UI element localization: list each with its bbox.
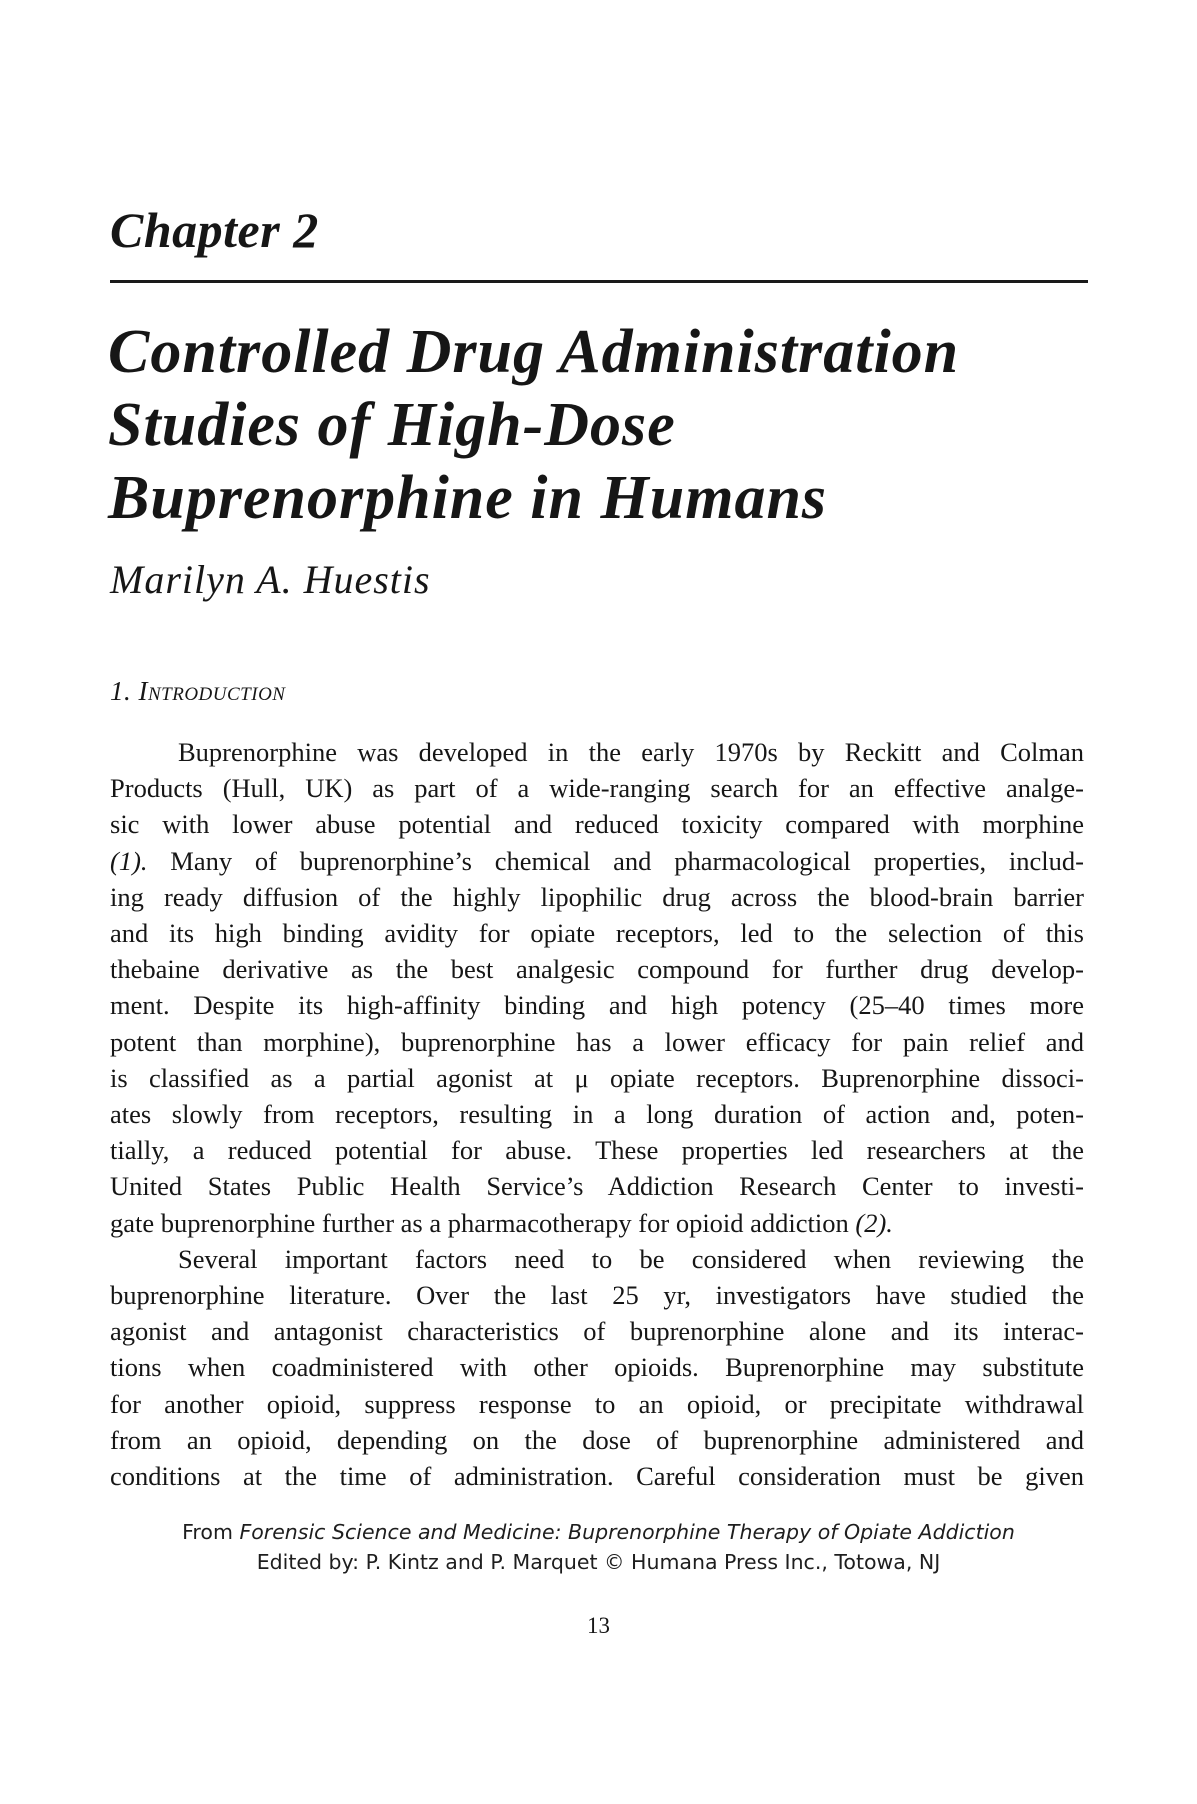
source-footnote bbox=[0, 1517, 1197, 1577]
source-line bbox=[0, 1517, 1197, 1547]
section-title: Introduction bbox=[138, 676, 286, 706]
chapter-label: Chapter 2 bbox=[110, 202, 319, 258]
body-line: Buprenorphine was developed in the early 1970s by Reckitt and Colman bbox=[178, 737, 1084, 767]
chapter-title bbox=[108, 316, 1098, 535]
body-line: for another opioid, suppress response to an opioid, or precipitate withdrawal bbox=[110, 1388, 1084, 1419]
body-line-text: Many of buprenorphine’s chemical and pharmacological properties, includ- bbox=[147, 845, 1084, 876]
body-line: Several important factors need to be considered when reviewing the bbox=[178, 1243, 1084, 1274]
body-line: potent than morphine), buprenorphine has a lower efficacy for pain relief and bbox=[110, 1026, 1084, 1057]
book-title: Forensic Science and Medicine: Buprenorphine Therapy of Opiate Addiction bbox=[239, 1520, 1015, 1544]
body-text bbox=[110, 734, 1084, 1494]
page-number: 13 bbox=[587, 1613, 610, 1638]
body-line: from an opioid, depending on the dose of buprenorphine administered and bbox=[110, 1424, 1084, 1455]
chapter-divider-rule bbox=[110, 280, 1088, 283]
chapter-title-line: Studies of High-Dose bbox=[108, 391, 676, 459]
body-line: tially, a reduced potential for abuse. These properties led researchers at the bbox=[110, 1135, 1084, 1166]
body-line: ing ready diffusion of the highly lipophilic drug across the blood-brain barrier bbox=[110, 881, 1084, 912]
editors-line: Edited by: P. Kintz and P. Marquet © Humana Press Inc., Totowa, NJ bbox=[256, 1550, 941, 1574]
author-name: Marilyn A. Huestis bbox=[110, 557, 431, 602]
body-line-text: gate buprenorphine further as a pharmacotherapy for opioid addiction bbox=[110, 1207, 856, 1238]
body-line: sic with lower abuse potential and reduced toxicity compared with morphine bbox=[110, 809, 1084, 840]
body-line: agonist and antagonist characteristics of buprenorphine alone and its interac- bbox=[110, 1316, 1084, 1347]
section-heading bbox=[110, 678, 285, 705]
body-line: United States Public Health Service’s Addiction Research Center to investi- bbox=[110, 1171, 1084, 1202]
citation: (2). bbox=[855, 1207, 893, 1238]
citation: (1). bbox=[110, 845, 148, 876]
body-line bbox=[110, 843, 1084, 879]
body-line: ates slowly from receptors, resulting in a long duration of action and, poten- bbox=[110, 1099, 1084, 1130]
section-number: 1. bbox=[110, 676, 132, 706]
body-line: is classified as a partial agonist at μ opiate receptors. Buprenorphine dissoci- bbox=[110, 1062, 1084, 1093]
body-line: thebaine derivative as the best analgesic compound for further drug develop- bbox=[110, 954, 1084, 985]
body-line: tions when coadministered with other opioids. Buprenorphine may substitute bbox=[110, 1352, 1084, 1383]
source-prefix: From bbox=[182, 1520, 240, 1544]
body-line: buprenorphine literature. Over the last 25 yr, investigators have studied the bbox=[110, 1280, 1084, 1311]
body-line: Products (Hull, UK) as part of a wide-ranging search for an effective analge- bbox=[110, 773, 1084, 804]
body-line: ment. Despite its high-affinity binding and high potency (25–40 times more bbox=[110, 990, 1084, 1021]
chapter-title-line: Controlled Drug Administration bbox=[108, 318, 960, 386]
body-line: conditions at the time of administration. Careful consideration must be given bbox=[110, 1461, 1084, 1492]
body-line bbox=[110, 1205, 1084, 1241]
chapter-title-line: Buprenorphine in Humans bbox=[108, 464, 828, 532]
body-line: and its high binding avidity for opiate receptors, led to the selection of this bbox=[110, 918, 1084, 949]
